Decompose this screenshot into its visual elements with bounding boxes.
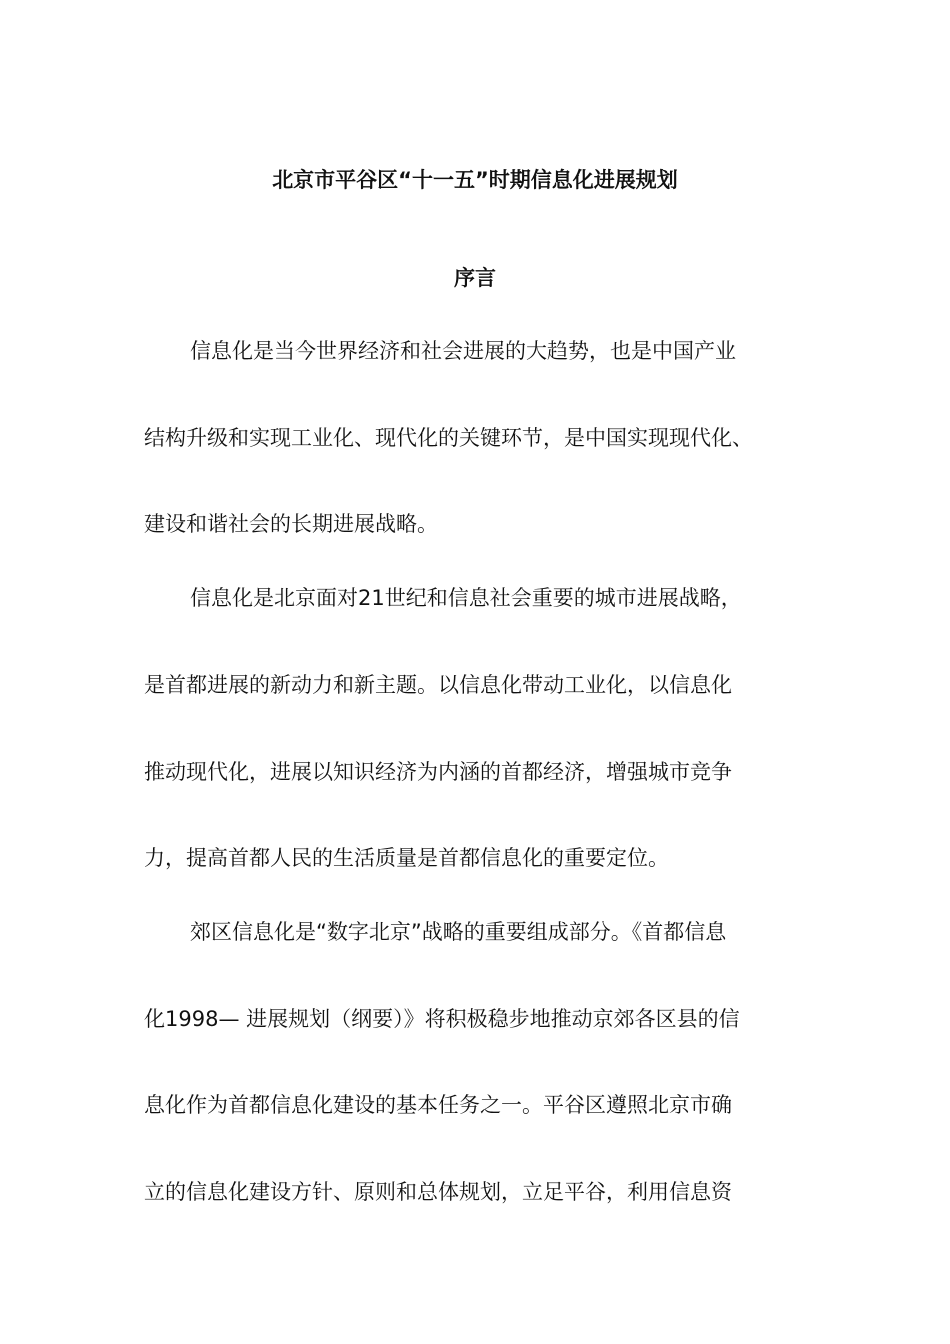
paragraph-2-line-1: 信息化是北京面对21世纪和信息社会重要的城市进展战略， — [190, 586, 742, 610]
paragraph-2-line-4: 力，提高首都人民的生活质量是首都信息化的重要定位。 — [144, 846, 669, 870]
paragraph-1-line-2: 结构升级和实现工业化、现代化的关键环节，是中国实现现代化、 — [144, 426, 753, 450]
paragraph-3-line-3: 息化作为首都信息化建设的基本任务之一。平谷区遵照北京市确 — [144, 1093, 732, 1117]
paragraph-2-line-3: 推动现代化，进展以知识经济为内涵的首都经济，增强城市竞争 — [144, 760, 732, 784]
document-title: 北京市平谷区“十一五”时期信息化进展规划 — [272, 168, 678, 192]
paragraph-3-line-2: 化1998— 进展规划（纲要）》将积极稳步地推动京郊各区县的信 — [144, 1007, 740, 1031]
paragraph-1-line-1: 信息化是当今世界经济和社会进展的大趋势，也是中国产业 — [190, 339, 736, 363]
paragraph-1-line-3: 建设和谐社会的长期进展战略。 — [144, 512, 438, 536]
paragraph-3-line-4: 立的信息化建设方针、原则和总体规划，立足平谷，利用信息资 — [144, 1180, 732, 1204]
paragraph-3-line-1: 郊区信息化是“数字北京”战略的重要组成部分。《首都信息 — [190, 920, 727, 944]
paragraph-2-line-2: 是首都进展的新动力和新主题。以信息化带动工业化，以信息化 — [144, 673, 732, 697]
section-heading: 序言 — [454, 266, 496, 290]
